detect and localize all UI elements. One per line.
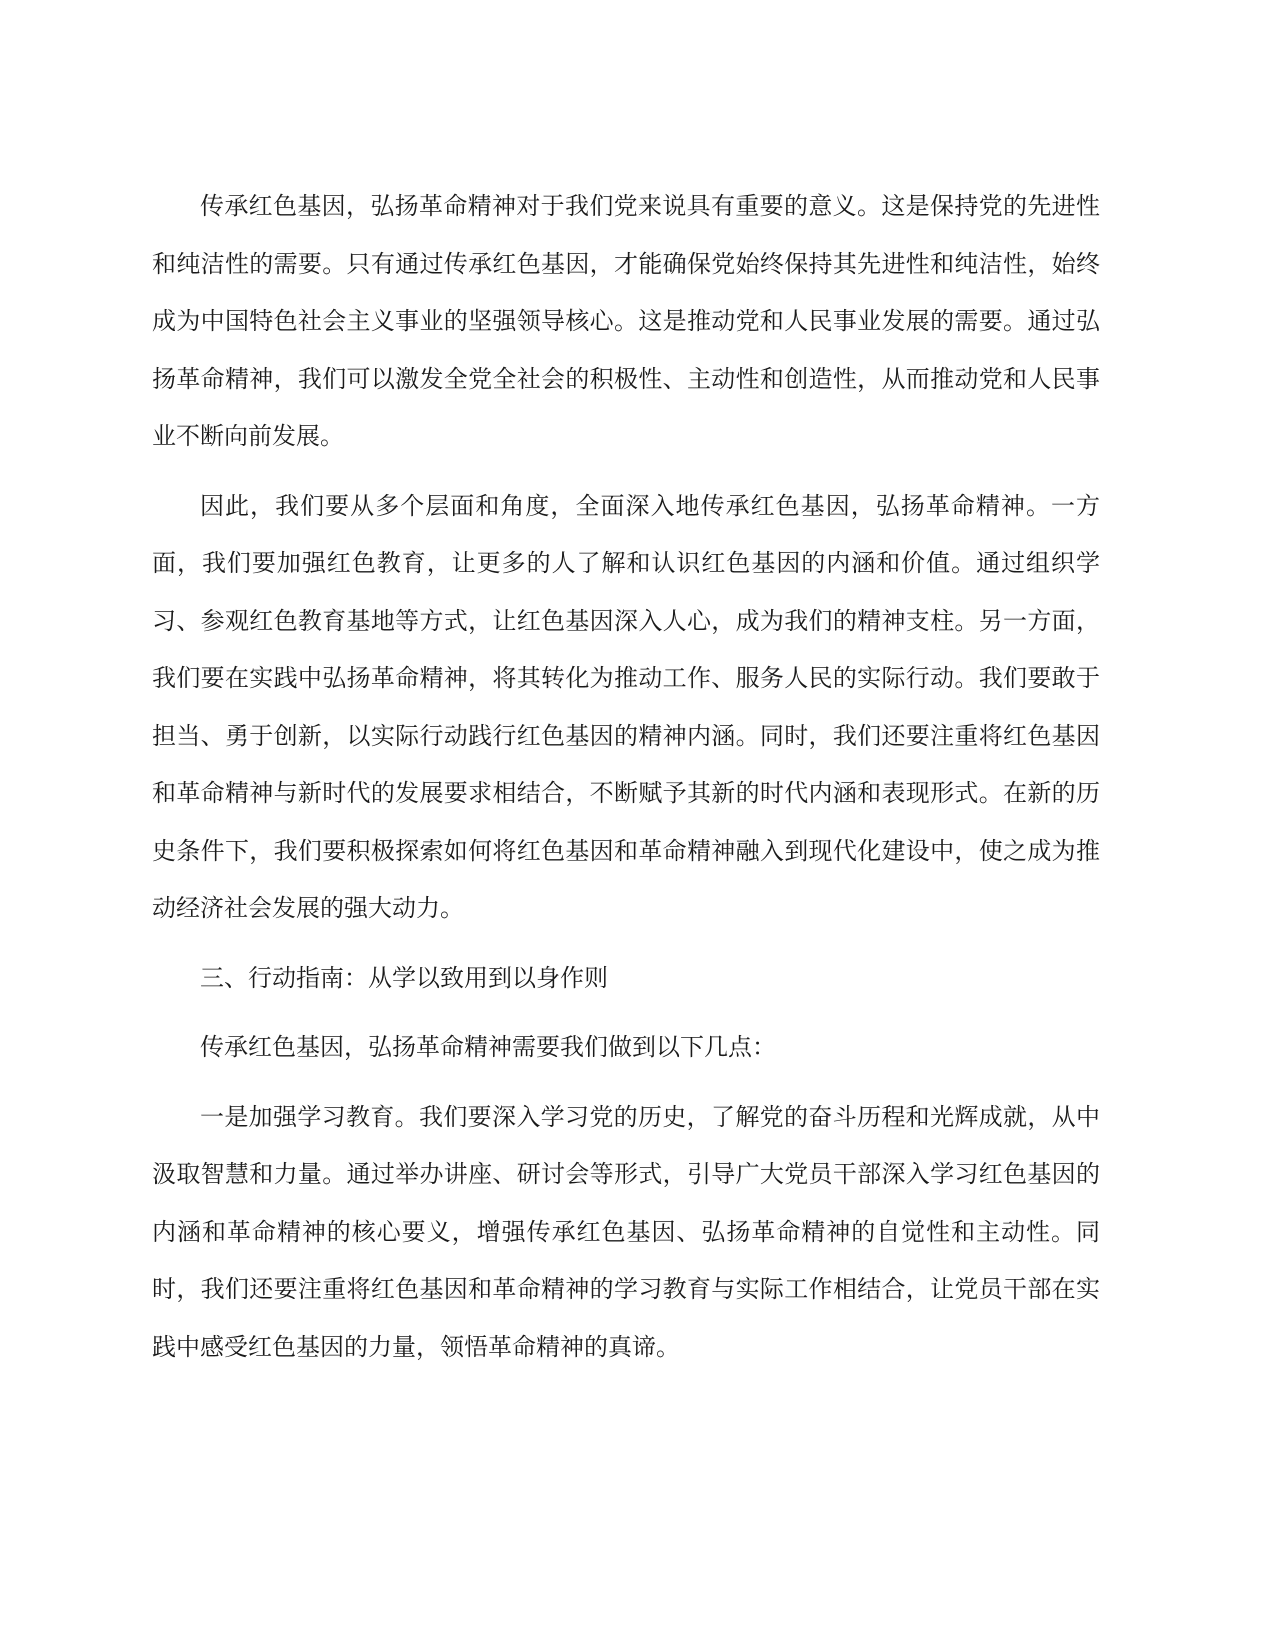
paragraph-significance: 传承红色基因，弘扬革命精神对于我们党来说具有重要的意义。这是保持党的先进性和纯洁性的需要。只有通过传承红色基因，才能确保党始终保持其先进性和纯洁性，始终成为中国特色社会主义事业的坚强领导核心。这是推动党和人民事业发展的需要。通过弘扬革命精神，我们可以激发全党全社会的积极性、主动性和创造性，从而推动党和人民事业不断向前发展。 bbox=[152, 192, 1100, 450]
paragraph-requirements-intro: 传承红色基因，弘扬革命精神需要我们做到以下几点： bbox=[200, 1033, 776, 1061]
section-heading-action-guide: 三、行动指南：从学以致用到以身作则 bbox=[200, 963, 608, 992]
paragraph-point-one: 一是加强学习教育。我们要深入学习党的历史，了解党的奋斗历程和光辉成就，从中汲取智慧和力量。通过举办讲座、研讨会等形式，引导广大党员干部深入学习红色基因的内涵和革命精神的核心要义，增强传承红色基因、弘扬革命精神的自觉性和主动性。同时，我们还要注重将红色基因和革命精神的学习教育与实际工作相结合，让党员干部在实践中感受红色基因的力量，领悟革命精神的真谛。 bbox=[152, 1102, 1100, 1361]
document-body bbox=[152, 178, 1100, 1388]
paragraph-therefore: 因此，我们要从多个层面和角度，全面深入地传承红色基因，弘扬革命精神。一方面，我们要加强红色教育，让更多的人了解和认识红色基因的内涵和价值。通过组织学习、参观红色教育基地等方式，让红色基因深入人心，成为我们的精神支柱。另一方面，我们要在实践中弘扬革命精神，将其转化为推动工作、服务人民的实际行动。我们要敢于担当、勇于创新，以实际行动践行红色基因的精神内涵。同时，我们还要注重将红色基因和革命精神与新时代的发展要求相结合，不断赋予其新的时代内涵和表现形式。在新的历史条件下，我们要积极探索如何将红色基因和革命精神融入到现代化建设中，使之成为推动经济社会发展的强大动力。 bbox=[152, 491, 1100, 922]
